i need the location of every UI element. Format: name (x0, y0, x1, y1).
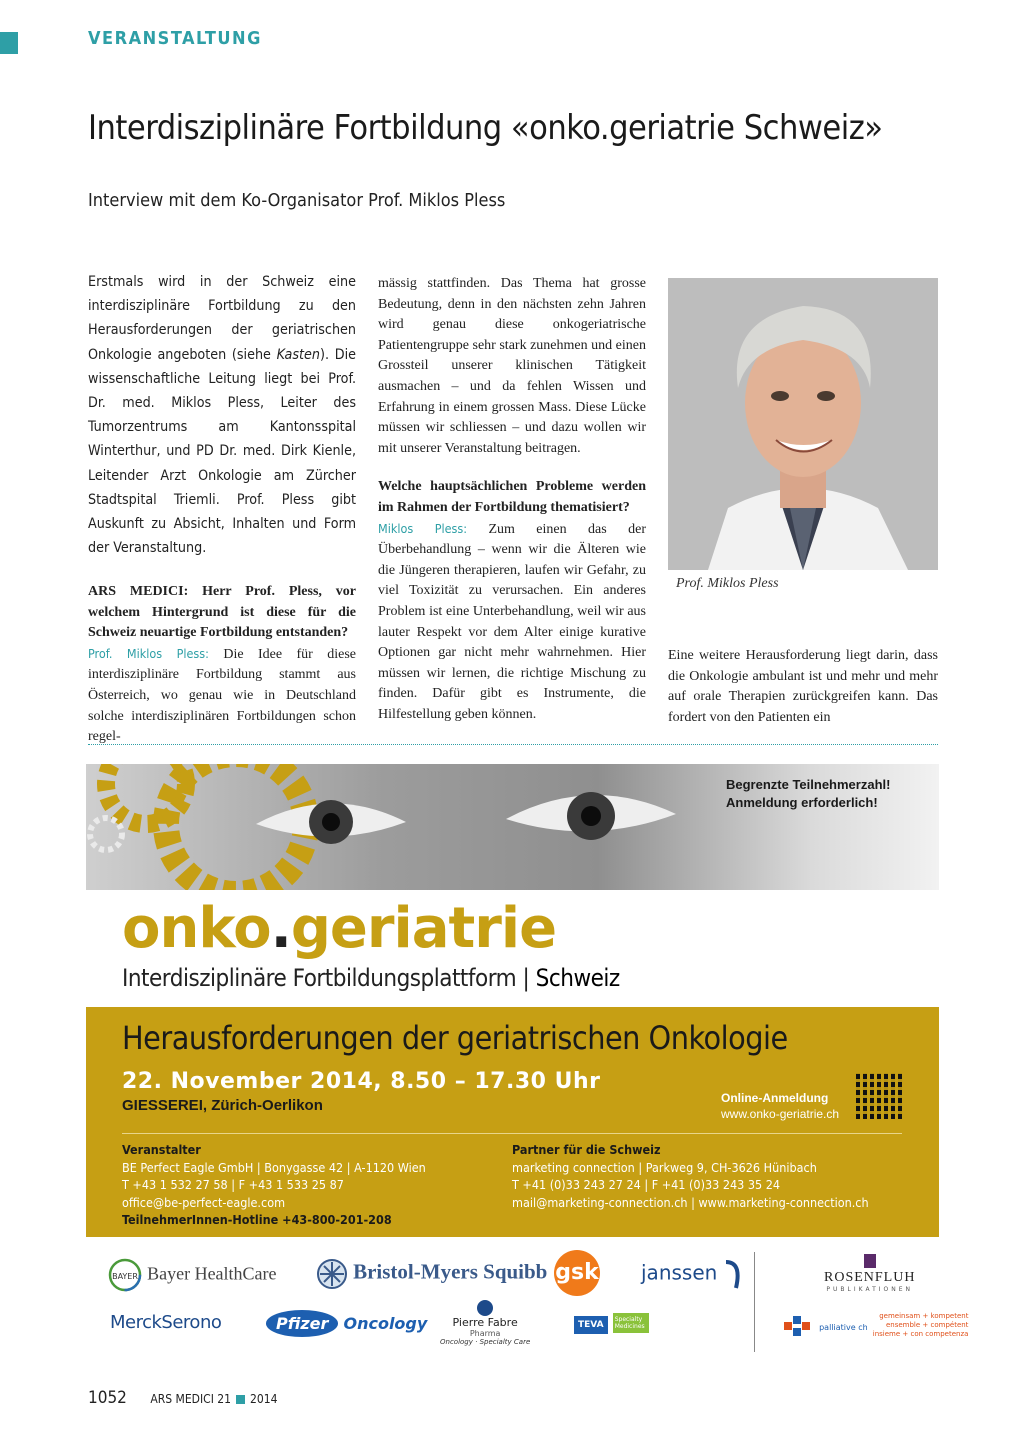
teva-logo (574, 1312, 649, 1334)
qr-code-icon[interactable] (856, 1073, 902, 1119)
ad-notice (726, 776, 890, 812)
column-3 (668, 646, 938, 728)
lead-text-1: Erstmals wird in der Schweiz eine interdisziplinäre Fortbildung zu den Herausforderungen der geriatrischen Onkologie angeboten (siehe (88, 274, 356, 363)
event-date: 22. November 2014, 8.50 – 17.30 Uhr (122, 1069, 601, 1094)
organizer-email[interactable]: office@be-perfect-eagle.com (122, 1194, 286, 1210)
lead-kasten: Kasten (276, 346, 320, 363)
logo-part-2: geriatrie (290, 896, 557, 961)
pfizer-logo (266, 1310, 427, 1337)
answer-1b: mässig stattfinden. Das Thema hat grosse Bedeutung, denn in den nächsten zehn Jahren wird genau diese onkogeriatrische Patientengruppe sehr stark zunehmen und einen Grossteil unserer klinischen Tätigkeit ausmachen – und da fehlen Wissen und Erfahrung in einem grossen Mass. Diese Lücke müssen wir schliessen – und dazu wollen wir mit unserer Veranstaltung beitragen. (378, 276, 646, 456)
sponsor-logos (86, 1244, 969, 1356)
article-title: Interdisziplinäre Fortbildung «onko.geriatrie Schweiz» (88, 108, 883, 148)
partner-address: marketing connection | Parkweg 9, CH-3626 Hünibach (512, 1159, 817, 1175)
rosenfluh-logo (824, 1254, 915, 1293)
teva-specialty: Specialty Medicines (613, 1313, 649, 1333)
partner-phone: T +41 (0)33 243 27 24 | F +41 (0)33 243 35 24 (512, 1177, 781, 1192)
portrait-illustration (668, 278, 938, 570)
janssen-logo (641, 1258, 746, 1292)
answer-2a (378, 519, 646, 726)
divider (88, 744, 938, 745)
event-details-box (86, 1007, 939, 1237)
event-advertisement (86, 764, 939, 1244)
bayer-logo (108, 1258, 277, 1292)
section-marker (0, 32, 18, 54)
organizer-heading: Veranstalter (122, 1142, 201, 1157)
palliative-tagline-3: insieme + con competenza (872, 1330, 969, 1338)
online-registration-link[interactable]: www.onko-geriatrie.ch (721, 1107, 840, 1121)
lead-paragraph (88, 270, 356, 560)
notice-limited: Begrenzte Teilnehmerzahl! (726, 777, 891, 792)
details-divider (122, 1133, 902, 1134)
platform-tagline (122, 964, 620, 992)
platform-text: Interdisziplinäre Fortbildungsplattform | (122, 964, 536, 992)
pierre-fabre-logo (440, 1300, 530, 1346)
journal-year: 2014 (250, 1392, 278, 1406)
organizer-hotline: TeilnehmerInnen-Hotline +43-800-201-208 (122, 1212, 392, 1227)
journal-name: ARS MEDICI 21 (150, 1392, 232, 1406)
notice-registration: Anmeldung erforderlich! (726, 795, 878, 810)
palliative-ch-logo (780, 1312, 968, 1339)
event-title: Herausforderungen der geriatrischen Onkologie (122, 1019, 788, 1057)
palliative-name: palliative ch (819, 1323, 868, 1332)
sponsor-divider (754, 1252, 755, 1352)
logo-part-1: onko (122, 896, 271, 961)
answer-2b: Eine weitere Herausforderung liegt darin, dass die Onkologie ambulant ist und mehr und mehr auf orale Therapien zurückgreifen kann. Das fordert von den Patienten ein (668, 648, 938, 725)
svg-text:BAYER: BAYER (112, 1272, 138, 1281)
bms-logo (316, 1258, 547, 1290)
bayer-name: Bayer HealthCare (147, 1263, 277, 1284)
answer-2a-text: Zum einen das der Überbehandlung – wenn wir die Älteren wie die Jüngeren therapieren, laufen wir Gefahr, zu viel Toxizität zu verursachen. Ein anderes Problem ist eine Unterbehandlung, weil wir aus lauter Respekt vor dem Alter einige kurative Optionen gar nicht mehr wahrnehmen. Hier müssen wir lernen, die richtige Mischung zu finden. Dafür gibt es Instrumente, die Hilfestellung geben können. (378, 521, 646, 722)
gsk-logo (554, 1250, 600, 1296)
palliative-tagline-2: ensemble + compétent (885, 1321, 969, 1329)
rosenfluh-sub: PUBLIKATIONEN (826, 1286, 914, 1293)
merck-name: MerckSerono (110, 1312, 222, 1333)
section-label: VERANSTALTUNG (88, 28, 262, 49)
gsk-name: gsk (554, 1250, 600, 1296)
pfizer-name: Pfizer (266, 1310, 338, 1337)
pierre-fabre-name: Pierre Fabre (452, 1316, 518, 1329)
organizer-contact (122, 1141, 426, 1229)
speaker-label-2: Miklos Pless: (378, 520, 468, 536)
lead-text-2: ). Die wissenschaftliche Leitung liegt bei Prof. Dr. med. Miklos Pless, Leiter des Tumorzentrums am Kantonsspital Winterthur, und PD Dr. med. Dirk Kienle, Leitender Arzt Onkologie am Zürcher Stadtspital Triemli. Prof. Pless gibt Auskunft zu Absicht, Inhalten und Form der Veranstaltung. (88, 346, 356, 557)
bayer-cross-icon (108, 1258, 142, 1292)
organizer-phone: T +43 1 532 27 58 | F +43 1 533 25 87 (122, 1177, 344, 1192)
janssen-name: janssen (641, 1260, 718, 1285)
organizer-address: BE Perfect Eagle GmbH | Bonygasse 42 | A-1120 Wien (122, 1159, 426, 1175)
janssen-swoosh-icon (722, 1258, 746, 1292)
teva-name: TEVA (574, 1316, 608, 1334)
article-subtitle: Interview mit dem Ko-Organisator Prof. Miklos Pless (88, 190, 506, 211)
answer-1a-text: Die Idee für diese interdisziplinäre Fortbildung stammt aus Österreich, wo genau wie in Deutschland solche interdisziplinären Fortbildungen schon regel- (88, 646, 356, 745)
online-registration-label: Online-Anmeldung (721, 1091, 829, 1105)
palliative-tagline-1: gemeinsam + kompetent (879, 1312, 969, 1320)
column-1 (88, 582, 356, 748)
event-venue: GIESSEREI, Zürich-Oerlikon (122, 1097, 323, 1114)
rosenfluh-name: ROSENFLUH (824, 1270, 916, 1285)
onko-geriatrie-logo (122, 894, 556, 964)
portrait-photo (668, 278, 938, 570)
pierre-fabre-sub2: Oncology · Specialty Care (440, 1338, 531, 1346)
page-number: 1052 (88, 1388, 127, 1408)
partner-email-web[interactable]: mail@marketing-connection.ch | www.marketing-connection.ch (512, 1194, 869, 1210)
partner-contact (512, 1141, 869, 1211)
page-footer (88, 1388, 278, 1408)
question-2: Welche hauptsächlichen Probleme werden im Rahmen der Fortbildung thematisiert? (378, 479, 646, 515)
pfizer-oncology: Oncology (343, 1314, 428, 1333)
speaker-label-1: Prof. Miklos Pless: (88, 645, 209, 661)
photo-caption: Prof. Miklos Pless (676, 576, 779, 591)
logo-dot: . (270, 896, 291, 961)
answer-1a (88, 644, 356, 748)
partner-heading: Partner für die Schweiz (512, 1142, 661, 1157)
bms-name: Bristol-Myers Squibb (353, 1259, 548, 1284)
pierre-fabre-sub: Pharma (469, 1329, 501, 1338)
platform-country: Schweiz (535, 964, 620, 992)
merck-serono-logo (110, 1312, 221, 1333)
bms-emblem-icon (316, 1258, 348, 1290)
footer-square (236, 1395, 245, 1404)
question-1: ARS MEDICI: Herr Prof. Pless, vor welchem Hintergrund ist diese für die Schweiz neuartige Fortbildung entstanden? (88, 584, 356, 641)
palliative-cross-icon (780, 1314, 814, 1338)
column-2 (378, 274, 646, 725)
